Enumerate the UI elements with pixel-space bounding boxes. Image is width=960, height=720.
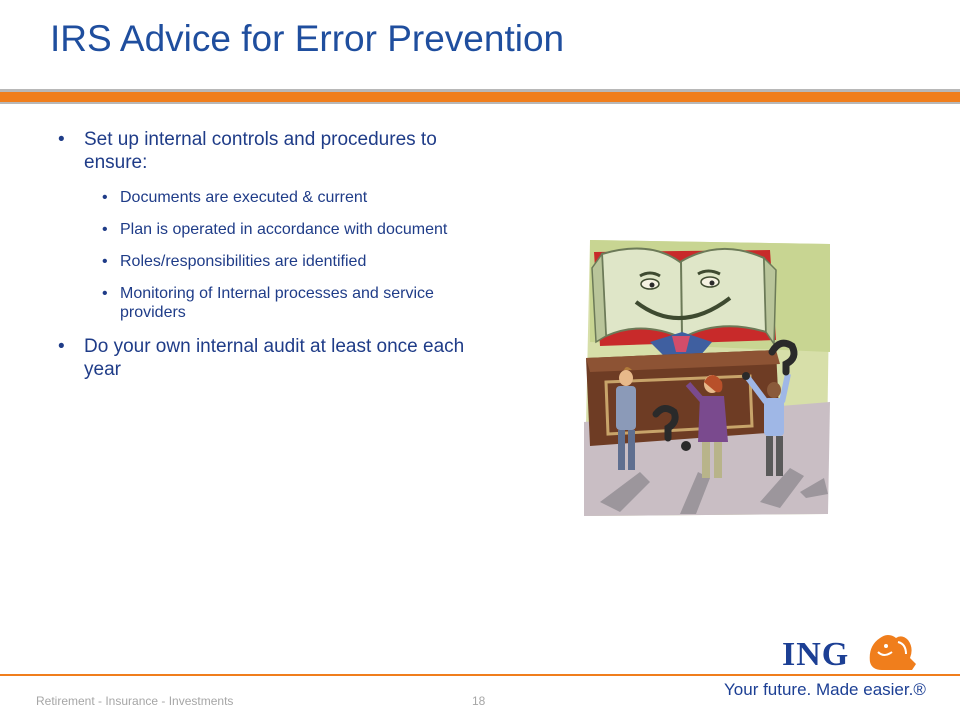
- bullet-glyph: •: [102, 253, 108, 270]
- bullet-glyph: •: [58, 336, 65, 357]
- bullet-glyph: •: [102, 189, 108, 206]
- bullet-text: Do your own internal audit at least once each year: [84, 336, 465, 380]
- sub-bullet-text: Roles/responsibilities are identified: [120, 253, 367, 270]
- bullet-glyph: •: [58, 129, 65, 150]
- header-orange-rule: [0, 92, 960, 102]
- sub-bullet-text: Plan is operated in accordance with document: [120, 221, 448, 238]
- sub-bullet-item: [58, 188, 478, 207]
- page-number: 18: [472, 694, 486, 708]
- bullet-item: [58, 335, 478, 381]
- sub-bullet-item: [58, 220, 478, 239]
- sub-bullet-text: Documents are executed & current: [120, 189, 368, 206]
- lion-logo-icon: [862, 628, 922, 674]
- bullet-item: [58, 128, 478, 174]
- footer-tagline: Retirement - Insurance - Investments: [36, 694, 234, 708]
- brand-tagline: Your future. Made easier.®: [724, 680, 926, 699]
- book-clipart-illustration: [580, 232, 834, 518]
- footer-orange-rule: [0, 674, 960, 676]
- sub-bullet-item: [58, 252, 478, 271]
- slide-title: IRS Advice for Error Prevention: [50, 18, 565, 59]
- sub-bullet-text: Monitoring of Internal processes and service providers: [120, 285, 434, 321]
- ing-logo-text: ING: [782, 636, 850, 673]
- bullet-list: [58, 128, 478, 381]
- bullet-glyph: •: [102, 221, 108, 238]
- sub-bullet-item: [58, 284, 478, 322]
- bullet-text: Set up internal controls and procedures to ensure:: [84, 129, 437, 173]
- header-gray-rule-lower: [0, 102, 960, 104]
- bullet-glyph: •: [102, 285, 108, 302]
- sub-bullet-list: [58, 188, 478, 322]
